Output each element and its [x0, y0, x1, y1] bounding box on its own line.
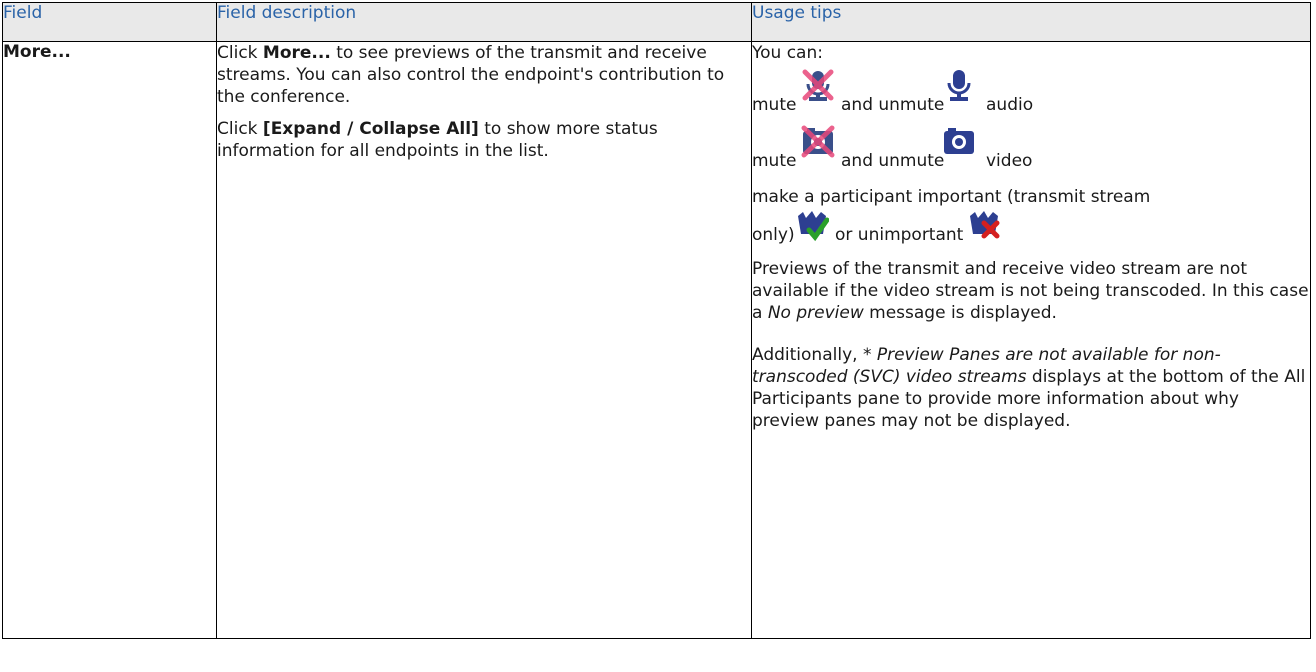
description-paragraph-2 — [217, 118, 751, 162]
tips-intro: You can: — [752, 43, 823, 63]
tip-text: mute — [752, 95, 797, 115]
muted-microphone-icon — [801, 68, 835, 102]
field-name: More... — [3, 42, 217, 639]
additional-note — [752, 344, 1310, 432]
preview-note — [752, 258, 1310, 324]
field-description-cell — [217, 42, 752, 639]
table-row — [3, 42, 1311, 639]
table-header-row — [3, 3, 1311, 42]
unimportant-crown-icon — [967, 208, 1001, 242]
tip-text: and unmute — [841, 95, 945, 115]
tip-text: make a participant important (transmit stream — [752, 187, 1151, 207]
tip-text: displays at the bottom of the All Participants pane to provide more information about why preview panes may not be displayed. — [752, 367, 1306, 431]
usage-tips-cell — [752, 42, 1311, 639]
video-tip-line — [752, 120, 1310, 176]
desc-text: Click — [217, 119, 263, 139]
desc-text: Click — [217, 43, 263, 63]
tip-text: video — [986, 151, 1033, 171]
tip-text: and unmute — [841, 151, 945, 171]
tip-text: Additionally, — [752, 345, 863, 365]
header-field-description: Field description — [217, 3, 752, 42]
tip-text: message is displayed. — [863, 303, 1057, 323]
importance-tip-line — [752, 208, 1310, 248]
expand-collapse-label: [Expand / Collapse All] — [262, 119, 479, 139]
no-preview-label: No preview — [767, 303, 864, 323]
microphone-icon — [942, 68, 976, 102]
desc-text: to see previews of the transmit and receive streams. You can also control the endpoint's contribution to the conference. — [217, 43, 725, 107]
description-paragraph-1 — [217, 42, 751, 108]
field-table — [2, 2, 1311, 639]
important-crown-icon — [795, 208, 829, 242]
tip-text: mute — [752, 151, 797, 171]
tip-text: Previews of the transmit and receive video stream are not available if the video stream is not being transcoded. In this case a — [752, 259, 1309, 323]
more-label: More... — [262, 43, 331, 63]
camera-icon — [942, 124, 976, 158]
tip-text: or unimportant — [835, 225, 964, 245]
desc-text: to show more status information for all endpoints in the list. — [217, 119, 658, 161]
header-field: Field — [3, 3, 217, 42]
header-usage-tips: Usage tips — [752, 3, 1311, 42]
muted-camera-icon — [801, 124, 835, 158]
audio-tip-line — [752, 64, 1310, 120]
svc-note-label: * Preview Panes are not available for non-transcoded (SVC) video streams — [752, 345, 1221, 387]
tip-text: audio — [986, 95, 1034, 115]
tip-text: only) — [752, 225, 795, 245]
